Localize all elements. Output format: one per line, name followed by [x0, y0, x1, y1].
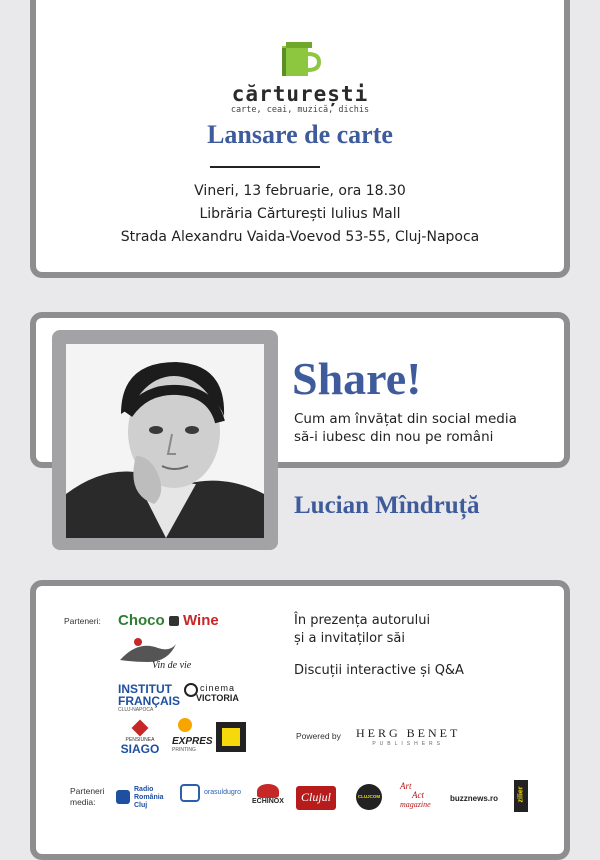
- art-act-logo: Art Act magazine: [400, 781, 431, 809]
- media-partners-label: Parteneri media:: [70, 786, 105, 807]
- carturesti-logo: [0, 40, 600, 115]
- author-name: Lucian Mîndruță: [294, 492, 480, 519]
- clujcom-logo: CLUJCOM: [356, 784, 382, 810]
- echinox-logo: ECHINOX: [252, 784, 284, 805]
- yellow-square-logo: [216, 722, 246, 752]
- book-title: Share!: [292, 353, 422, 404]
- partners-label: Parteneri:: [64, 616, 101, 626]
- siago-logo: PENSIUNEA SIAGO: [118, 722, 162, 755]
- info-line1: În prezența autorului: [294, 613, 431, 628]
- orasul-logo: orasuldugro: [180, 784, 200, 802]
- book-cup-icon: [278, 40, 322, 80]
- siago-mark-icon: [132, 720, 149, 737]
- chocowine-mark-icon: [169, 616, 179, 626]
- vindevie-logo: Vin de vie: [118, 636, 198, 676]
- event-venue: Librăria Cărturești Iulius Mall: [199, 206, 401, 222]
- brand-name: cărturești: [231, 82, 369, 106]
- institut-francais-logo: INSTITUT FRANÇAIS CLUJ-NAPOCA: [118, 682, 180, 713]
- brand-tagline: carte, ceai, muzică, dichis: [230, 105, 370, 115]
- info-line3: Discuții interactive și Q&A: [294, 663, 464, 678]
- echinox-mark-icon: [257, 784, 279, 798]
- expres-printing-logo: EXPRES PRINTING: [172, 718, 213, 753]
- event-title: Lansare de carte: [207, 120, 393, 149]
- chocowine-logo: Choco Wine: [118, 612, 219, 629]
- info-line2: și a invitaților săi: [294, 631, 405, 646]
- event-details: [0, 180, 600, 249]
- book-subtitle: [294, 410, 517, 446]
- book-subtitle-line2: să-i iubesc din nou pe români: [294, 429, 494, 445]
- radio-icon: [116, 790, 130, 804]
- title-divider: [210, 166, 320, 168]
- event-info: [294, 612, 464, 680]
- herg-benet-logo: HERG BENET PUBLISHERS: [356, 726, 461, 747]
- buzznews-logo: buzznews.ro: [450, 794, 499, 803]
- clujul-logo: Clujul: [296, 786, 336, 810]
- expres-mark-icon: [178, 718, 192, 732]
- cinema-victoria-logo: cinema VICTORIA: [184, 683, 198, 701]
- zilier-logo: zilier: [514, 780, 528, 812]
- author-photo: [66, 344, 264, 538]
- orasul-mark-icon: [180, 784, 200, 802]
- powered-by-label: Powered by: [296, 731, 341, 741]
- book-subtitle-line1: Cum am învățat din social media: [294, 411, 517, 427]
- event-date: Vineri, 13 februarie, ora 18.30: [194, 183, 406, 199]
- event-address: Strada Alexandru Vaida-Voevod 53-55, Cluj-Napoca: [120, 229, 480, 245]
